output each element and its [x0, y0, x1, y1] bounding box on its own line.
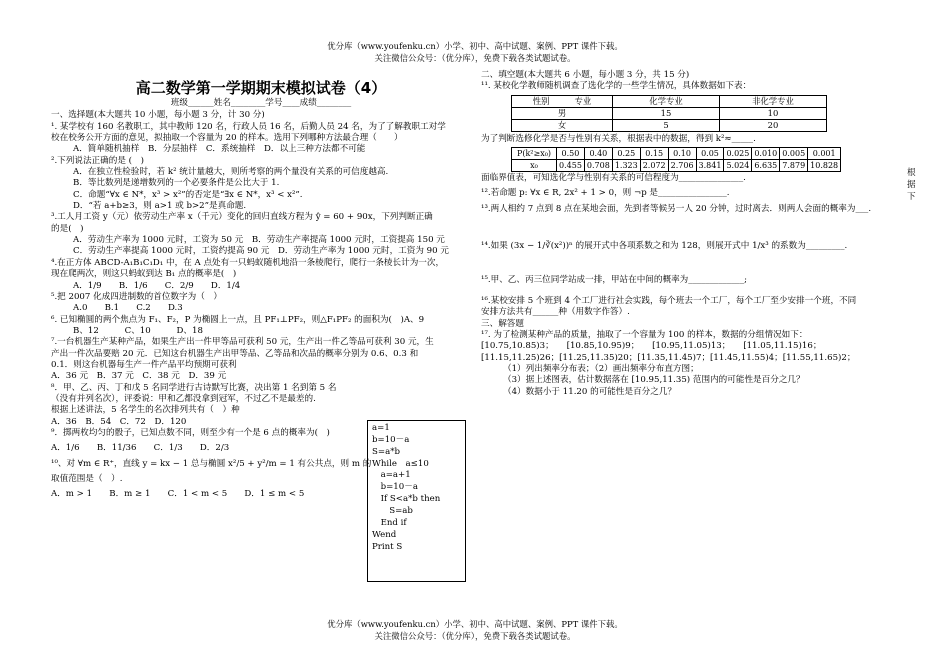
- question-8-options: A．36 B．54 C．72 D．120: [51, 416, 187, 427]
- gender-major-table: [511, 95, 827, 132]
- question-2-option-c: C．命题“∀x ∈ N*，x³ > x²”的否定是“∃x ∈ N*，x³ < x²”.: [73, 189, 303, 200]
- code-line: While a≤10: [372, 458, 429, 469]
- question-3-line-2: 的是( ): [51, 223, 84, 234]
- question-5-stem: ⁵.把 2007 化成四进制数的首位数字为（ ）: [51, 291, 223, 302]
- table-cell: 0.15: [640, 148, 668, 160]
- question-10-options: A．m > 1 B．m ≥ 1 C．1 < m < 5 D．1 ≤ m < 5: [51, 489, 305, 500]
- question-17-part-4: （4）数据小于 11.20 的可能性是百分之几？: [503, 386, 677, 397]
- table-cell: 0.025: [724, 148, 752, 160]
- question-3-options-2: C．劳动生产率提高 1000 元时，工资约提高 90 元 D．劳动生产率为 1000 元时，工资为 90 元: [73, 246, 449, 257]
- table-cell: 20: [720, 119, 827, 131]
- question-4-line-1: ⁴.在正方体 ABCD-A₁B₁C₁D₁ 中，在 A 点处有一只蚂蚁随机地沿一条棱爬行，爬行一条棱长计为一次，: [51, 257, 445, 268]
- header-line-2: 关注微信公众号：（优分库），免费下载各类试题试卷。: [374, 53, 576, 64]
- table-cell: 0.010: [752, 148, 780, 160]
- question-12: ¹².若命题 p: ∀x ∈ R, 2x² + 1 > 0，则 ¬p 是________________.: [481, 187, 730, 198]
- question-2-option-b: B．等比数列是递增数列的一个必要条件是公比大于 1.: [73, 178, 280, 189]
- code-line: b=10－a: [372, 482, 418, 493]
- question-17-part-1-2: （1）列出频率分布表；（2）画出频率分布直方图；: [503, 364, 699, 375]
- question-15: ¹⁵.甲、乙、丙三位同学站成一排，甲站在中间的概率为_____________;: [481, 274, 748, 285]
- footer-line-2: 关注微信公众号：（优分库），免费下载各类试题试卷。: [374, 631, 576, 642]
- question-8-line-2: （没有并列名次），评委说：甲和乙都没拿到冠军，不过乙不是最差的.: [51, 393, 316, 404]
- section-3-heading: 三、解答题: [481, 318, 524, 329]
- table-cell: 0.10: [668, 148, 696, 160]
- question-3-options-1: A．劳动生产率为 1000 元时，工资为 50 元 B．劳动生产率提高 1000 元时，工资提高 150 元: [73, 235, 445, 246]
- question-6-line-2: B、12 C、10 D、18: [73, 325, 203, 336]
- question-16-line-1: ¹⁶.某校安排 5 个班到 4 个工厂进行社会实践，每个班去一个工厂，每个工厂至少安排一个班，不同: [481, 296, 857, 307]
- table-cell: 男: [512, 107, 613, 119]
- table-row: [512, 119, 827, 131]
- question-1-line-1: ¹. 某学校有 160 名教职工，其中教师 120 名，行政人员 16 名，后勤人员 24 名，为了了解教职工对学: [51, 121, 446, 132]
- table-cell: 0.455: [557, 160, 585, 172]
- table-header-cell: P(k²≥x₀): [512, 148, 557, 160]
- table-cell: 1.323: [612, 160, 640, 172]
- page-footer: [0, 618, 950, 642]
- table-cell: 0.708: [584, 160, 612, 172]
- table-row: [512, 107, 827, 119]
- section-1-heading: 一、选择题(本大题共 10 小题，每小题 3 分，计 30 分): [51, 110, 265, 121]
- question-1-options: A．简单随机抽样 B．分层抽样 C．系统抽样 D．以上三种方法都不可能: [73, 144, 366, 155]
- table-cell: 10.828: [808, 160, 841, 172]
- table-cell: 5.024: [724, 160, 752, 172]
- question-7-line-1: ⁷.一台机器生产某种产品，如果生产出一件甲等品可获利 50 元，生产出一件乙等品可获利 30 元，生: [51, 337, 434, 348]
- question-16-line-2: 安排方法共有______种（用数字作答）.: [481, 307, 630, 318]
- question-11-line-2: 为了判断选修化学是否与性别有关系，根据表中的数据，得到 k²≈_____.: [481, 133, 756, 144]
- question-4-options: A．1/9 B．1/6 C．2/9 D．1/4: [73, 280, 241, 291]
- question-11-stem: ¹¹. 某校化学教师随机调查了选化学的一些学生情况，具体数据如下表：: [481, 81, 752, 92]
- question-11-line-3: 面临界值表，可知选化学与性别有关系的可信程度为_______________.: [481, 173, 746, 184]
- question-4-line-2: 现在爬两次，则这只蚂蚁到达 B₁ 点的概率是( ): [51, 269, 237, 280]
- table-cell: 2.072: [640, 160, 668, 172]
- header-line-1: 优分库（www.youfenku.cn）小学、初中、高中试题、案例、PPT 课件下载。: [327, 41, 623, 51]
- table-header-cell: 非化学专业: [720, 95, 827, 107]
- question-6-line-1: ⁶. 已知椭圆的两个焦点为 F₁、F₂，P 为椭圆上一点，且 PF₁⊥PF₂，则△F₁PF₂ 的面积为( )A、9: [51, 314, 425, 325]
- table-cell: 6.635: [752, 160, 780, 172]
- question-9-options: A．1/6 B．11/36 C．1/3 D．2/3: [51, 443, 230, 454]
- code-line: If S<a*b then: [372, 494, 441, 505]
- table-header-cell: 化学专业: [613, 95, 720, 107]
- table-row: [512, 148, 841, 160]
- table-header-row: [512, 95, 827, 107]
- question-3-line-1: ³.工人月工资 y（元）依劳动生产率 x（千元）变化的回归直线方程为 ŷ = 60 + 90x，下列判断正确: [51, 212, 433, 223]
- code-line: S=a*b: [372, 446, 401, 457]
- table-cell: 0.005: [780, 148, 808, 160]
- question-5-options: A.0 B.1 C.2 D.3: [73, 303, 183, 314]
- code-line: End if: [372, 517, 407, 528]
- question-14: ¹⁴.如果 (3x − 1/∛(x²))ⁿ 的展开式中各项系数之和为 128，则展开式中 1/x³ 的系数为_________.: [481, 241, 848, 252]
- question-8-line-1: ⁸．甲、乙、丙、丁和戊 5 名同学进行古诗默写比赛，决出第 1 名到第 5 名: [51, 382, 337, 393]
- question-7-options: A．36 元 B．37 元 C．38 元 D．39 元: [51, 371, 227, 382]
- question-10-line-2: 取值范围是（ ）.: [51, 474, 123, 484]
- side-text-2: 据: [907, 180, 916, 190]
- question-2-option-d: D．“若 a+b≥3，则 a>1 或 b>2”是真命题.: [73, 201, 247, 212]
- question-13: ¹³.两人相约 7 点到 8 点在某地会面，先到者等候另一人 20 分钟，过时离去．则两人会面的概率为___.: [481, 204, 872, 214]
- question-17-groups-1: [10.75,10.85)3； [10.85,10.95)9； [10.95,11.05)13； [11.05,11.15)16；: [481, 341, 822, 352]
- exam-title: 高二数学第一学期期末模拟试卷（4）: [135, 79, 387, 97]
- side-text-3: 下: [907, 192, 916, 202]
- right-column: [481, 70, 891, 398]
- table-cell: 女: [512, 119, 613, 131]
- table-cell: 2.706: [668, 160, 696, 172]
- pseudocode-box: [367, 420, 466, 582]
- question-10-line-1: ¹⁰、对 ∀m ∈ R⁺，直线 y = kx − 1 总与椭圆 x²/5 + y²/m = 1 有公共点，则 m 的: [51, 458, 372, 469]
- footer-line-1: 优分库（www.youfenku.cn）小学、初中、高中试题、案例、PPT 课件下载。: [327, 619, 623, 629]
- table-cell: 7.879: [780, 160, 808, 172]
- table-row: [512, 160, 841, 172]
- code-line: a=1: [372, 423, 390, 433]
- table-cell: 3.841: [696, 160, 724, 172]
- table-cell: 0.25: [612, 148, 640, 160]
- code-line: Print S: [372, 541, 403, 552]
- code-line: b=10－a: [372, 434, 410, 445]
- code-line: Wend: [372, 529, 397, 540]
- question-7-line-3: 0.1．则这台机器每生产一件产品平均预期可获利: [51, 359, 237, 370]
- table-cell: 5: [613, 119, 720, 131]
- page-header: [0, 40, 950, 64]
- side-text-1: 根: [907, 168, 916, 178]
- table-cell: 10: [720, 107, 827, 119]
- student-info-line: 班级______姓名________学号____成绩________: [170, 98, 352, 108]
- table-cell: 0.50: [557, 148, 585, 160]
- table-cell: 0.40: [584, 148, 612, 160]
- code-line: a=a+1: [372, 470, 411, 481]
- question-2-option-a: A．在独立性检验时，若 k² 统计量越大，则所考察的两个量没有关系的可信度越高.: [73, 167, 389, 178]
- critical-value-table: [511, 147, 841, 172]
- code-line: S=ab: [372, 506, 413, 517]
- question-2-stem: ².下列说法正确的是 ( ): [51, 155, 144, 166]
- question-7-line-2: 产出一件次品要赔 20 元．已知这台机器生产出甲等品、乙等品和次品的概率分别为 0.6、0.3 和: [51, 348, 419, 359]
- question-9-stem: ⁹．掷两枚均匀的骰子，已知点数不同，则至少有一个是 6 点的概率为( ): [51, 427, 330, 438]
- section-2-heading: 二、填空题(本大题共 6 小题，每小题 3 分，共 15 分): [481, 70, 690, 80]
- question-17-line-1: ¹⁷. 为了检测某种产品的质量，抽取了一个容量为 100 的样本，数据的分组情况如下：: [481, 330, 808, 341]
- question-8-line-3: 根据上述讲法，5 名学生的名次排列共有（ ）种: [51, 405, 240, 416]
- table-cell: 15: [613, 107, 720, 119]
- question-17-groups-2: [11.15,11.25)26；[11.25,11.35)20；[11.35,11.45)7；[11.45,11.55)4；[11.55,11.65)2；: [481, 352, 856, 363]
- question-17-part-3: （3）据上述图表，估计数据落在 [10.95,11.35) 范围内的可能性是百分之几？: [503, 375, 805, 386]
- table-cell: 0.05: [696, 148, 724, 160]
- question-1-line-2: 校在校务公开方面的意见，拟抽取一个容量为 20 的样本。选用下列哪种方法最合理（ ）: [51, 133, 403, 144]
- table-cell: 0.001: [808, 148, 841, 160]
- table-header-cell: x₀: [512, 160, 557, 172]
- table-header-cell: 性别 专业: [512, 95, 613, 107]
